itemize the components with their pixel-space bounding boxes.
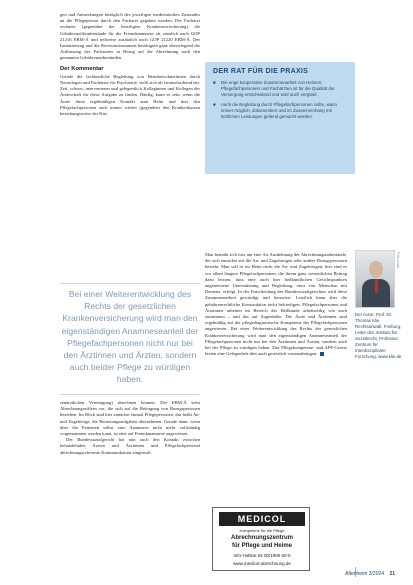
- body-paragraph: senärztlichen Vereinigung) abrechnen können. Der EBM-Ä sieht Abrechnungsziffern vor, die sich auf die Befragung von Bezugspersonen beziehen. Im Blick sind hier zunächst einmal Pflegepersonen, das heißt An- und Zugehörige, die Betreuungsaufgaben übernehmen. Gerade dann, wenn über die Patienten selbst eine Anamnese nicht mehr vollständig vorgenommen werden kann, ist eine auf Fremdanamnese angewiesen.: [60, 400, 200, 437]
- bullet-icon: ■: [213, 102, 216, 107]
- page-number: 21: [389, 571, 395, 577]
- article-column-left-top: [60, 12, 200, 117]
- bullet-icon: ■: [213, 80, 216, 85]
- ad-headline: Abrechnungszentrum: [230, 535, 293, 541]
- author-box: [355, 250, 405, 420]
- ad-website: www.medicol-abrechnung.de: [233, 561, 291, 566]
- practice-tip-text: Auch die Begleitung durch Pflegefachpersonen sollte, wann immer möglich, dokumentiert und im Zusammenhang mit ärztlichen Leistungen geltend gemacht werden.: [221, 102, 337, 119]
- practice-tip-item: [213, 80, 347, 98]
- practice-tip-item: [213, 102, 347, 120]
- ad-hotline: Info-Hotline 04 00/1900 50-0: [233, 553, 291, 558]
- pull-quote: Bei einer Weiterentwicklung des Rechts der gesetzlichen Krankenversicherung wird man den eigenständigen Anamneseanteil der Pflegefachpersonen nicht nur bei den Ärztinnen und Ärzten, sondern auch beider Pflege zu würdigen haben.: [61, 289, 199, 385]
- body-paragraph: Gerade die fachärztliche Begleitung von Heimbewohnerinnen durch Neurologen und Fachärzte für Psychiatrie, stellt sich als herausfordernd dar. Zeit, schwer, intervenieren und gelegentlich Kolleginnen und Kollegen der Ärzteschaft für diese Aufgabe zu finden. Häufig, kann es sein, wenn die Ärzte ihren regelmäßigen Kontakt zum Heim und dort den Pflegefachpersonen auch immer wieder (gegenüber den Krankenkassen beziehungsweise der Kas-: [60, 73, 200, 117]
- author-bio: Der Autor: Prof. Dr. Thomas Klie, Rechtsanwalt, Freiburg, Leiter des Instituts für Sozialrecht, Professor, Zentrum für Interdisziplinäre Forschung, www.klie.de: [355, 312, 402, 359]
- issue-label: Altenheim 3/2024: [345, 571, 385, 577]
- quote-rule-top: [60, 283, 200, 284]
- body-paragraph: Man bemüht sich hier um eine Art Ausdehnung der Abrechnungstatbestände, der sich zunächst auf die An- und Zugehörigen oder andere Bezugspersonen bezieht. Man soll es im Heim nicht die An- und Zugehörigen, hier sind es vor allem längere Pflegefachpersonen, die ihrem ganz wesentlichen Beitrag dazu leisten, dass eine auch hier heilkundlichen Gesichtspunkten angemessene Unterstützung und Begleitung, etwa von Menschen mit Demenz, erfolgt. In der Entscheidung des Bundessozialgerichtes wird diese Zusammenarbeit gewürdigt und honoriert. Letztlich kann aber die gebührenrechtliche Konstruktion nicht befriedigen: Pflegefachpersonen und Ärztinnen arbeiten im Bereich der Heilkunde arbeitsteilig wie auch zusammen – und das auf Augenhöhe. Die Ärzte und Ärztinnen sind regelmäßig auf die pflegediagnostische Kompetenz der Pflegefachpersonen angewiesen. Bei einer Weiterentwicklung des Rechts der gesetzlichen Krankenversicherung wird man den eigenständigen Anamneseanteil der Pflegefachpersonen nicht nur bei den Ärztinnen und Ärzten, sondern auch bei der Pflege zu würdigen haben. Das Pflegekompetenz- und APP-Gesetz bieten eine Gelegenheit dies auch gesetzlich voranzubringen.: [205, 252, 347, 357]
- article-column-left-bottom: [60, 400, 200, 456]
- ad-logo: MEDICOL: [219, 512, 305, 526]
- ad-headline-2: für Pflege und Heime: [231, 543, 292, 549]
- end-mark-icon: [320, 352, 324, 356]
- ad-tagline: Kompetenz für die Pflege: [239, 528, 285, 533]
- article-column-middle: [205, 252, 347, 357]
- author-photo: [355, 250, 395, 308]
- photo-credit: Foto: privat: [396, 252, 400, 268]
- body-paragraph: Der Bundessozialgericht hat nun auch den Kontakt zwischen behandelnden Ärzten und Ärztinnen und Pflegefachpersonal abrechnungsrelevante Kommunikation eingestuft.: [60, 437, 200, 455]
- practice-tip-box: [205, 62, 355, 174]
- practice-tip-text: Die enge kooperative Zusammenarbeit von Heimen, Pflegefachpersonen und Fachärzten ist für die Qualität der Versorgung entscheidend und wird auch vergütet.: [221, 80, 335, 97]
- practice-tip-title: DER RAT FÜR DIE PRAXIS: [213, 68, 309, 75]
- advertisement[interactable]: [212, 507, 310, 571]
- page-footer: [345, 571, 395, 577]
- section-heading: Der Kommentar: [60, 65, 104, 72]
- body-paragraph: gen und Anmerkungen bezüglich des jeweiligen medizinischen Zustandes an die Pflegeperson durch den Facharzt gegeben wurden. Der Facharzt rechnete (gegenüber der beteiligten Krankenversicherung) die Gebührenziffernbestände für die Fremdanamnese ab, nämlich nach GOP 21216 EBM-Ä und teilweise zusätzlich nach GOP 21220 EBM-Ä. Der Instanzenzug und die Revisionsinstanzen bestätigten ganz überwiegend die Auffassung des Facharztes in Bezug auf die Abrechnung nach den genannten Gebührentatbeständen.: [60, 12, 200, 61]
- quote-rule-bottom: [60, 394, 200, 395]
